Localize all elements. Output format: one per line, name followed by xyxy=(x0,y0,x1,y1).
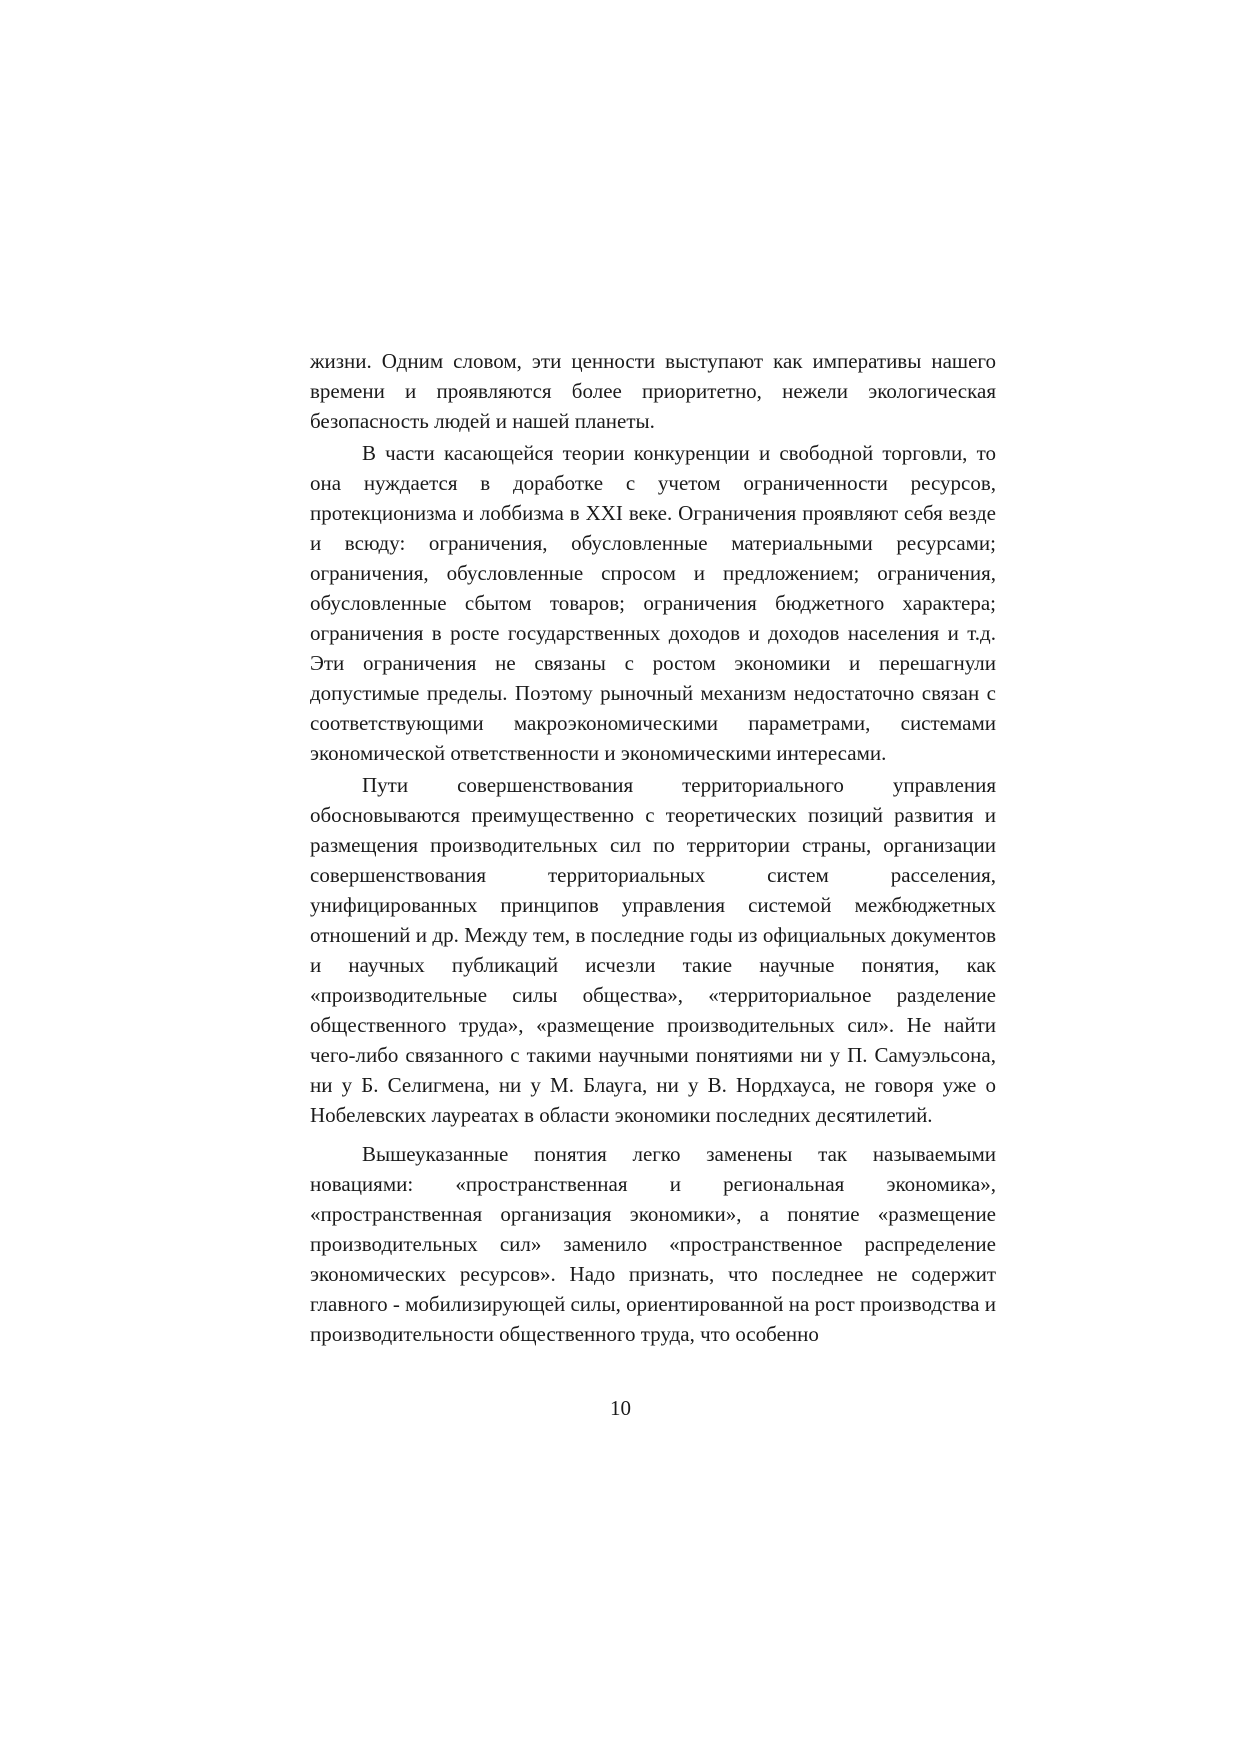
paragraph-competition-theory: В части касающейся теории конкуренции и свободной торговли, то она нуждается в доработке с учетом ограниченности ресурсов, протекционизма и лоббизма в XXI веке. Ограничения проявляют себя везде и всюду: ограничения, обусловленные материальными ресурсами; ограничения, обусловленные спросом и предложением; ограничения, обусловленные сбытом товаров; ограничения бюджетного характера; ограничения в росте государственных доходов и доходов населения и т.д. Эти ограничения не связаны с ростом экономики и перешагнули допустимые пределы. Поэтому рыночный механизм недостаточно связан с соответствующими макроэкономическими параметрами, системами экономической ответственности и экономическими интересами. xyxy=(310,441,996,765)
paragraph-territorial-management: Пути совершенствования территориального управления обосновываются преимущественно с теоретических позиций развития и размещения производительных сил по территории страны, организации совершенствования территориальных систем расселения, унифицированных принципов управления системой межбюджетных отношений и др. Между тем, в последние годы из официальных документов и научных публикаций исчезли такие научные понятия, как «производительные силы общества», «территориальное разделение общественного труда», «размещение производительных сил». Не найти чего-либо связанного с такими научными понятиями ни у П. Самуэльсона, ни у Б. Селигмена, ни у М. Блауга, ни у В. Нордхауса, не говоря уже о Нобелевских лауреатах в области экономики последних десятилетий. xyxy=(310,773,996,1127)
paragraph-continuation: жизни. Одним словом, эти ценности выступают как императивы нашего времени и проявляются более приоритетно, нежели экологическая безопасность людей и нашей планеты. xyxy=(310,349,996,433)
body-text xyxy=(310,346,996,1349)
paragraph-innovations: Вышеуказанные понятия легко заменены так называемыми новациями: «пространственная и региональная экономика», «пространственная организация экономики», а понятие «размещение производительных сил» заменило «пространственное распределение экономических ресурсов». Надо признать, что последнее не содержит главного - мобилизирующей силы, ориентированной на рост производства и производительности общественного труда, что особенно xyxy=(310,1142,996,1346)
page-number: 10 xyxy=(610,1396,631,1420)
